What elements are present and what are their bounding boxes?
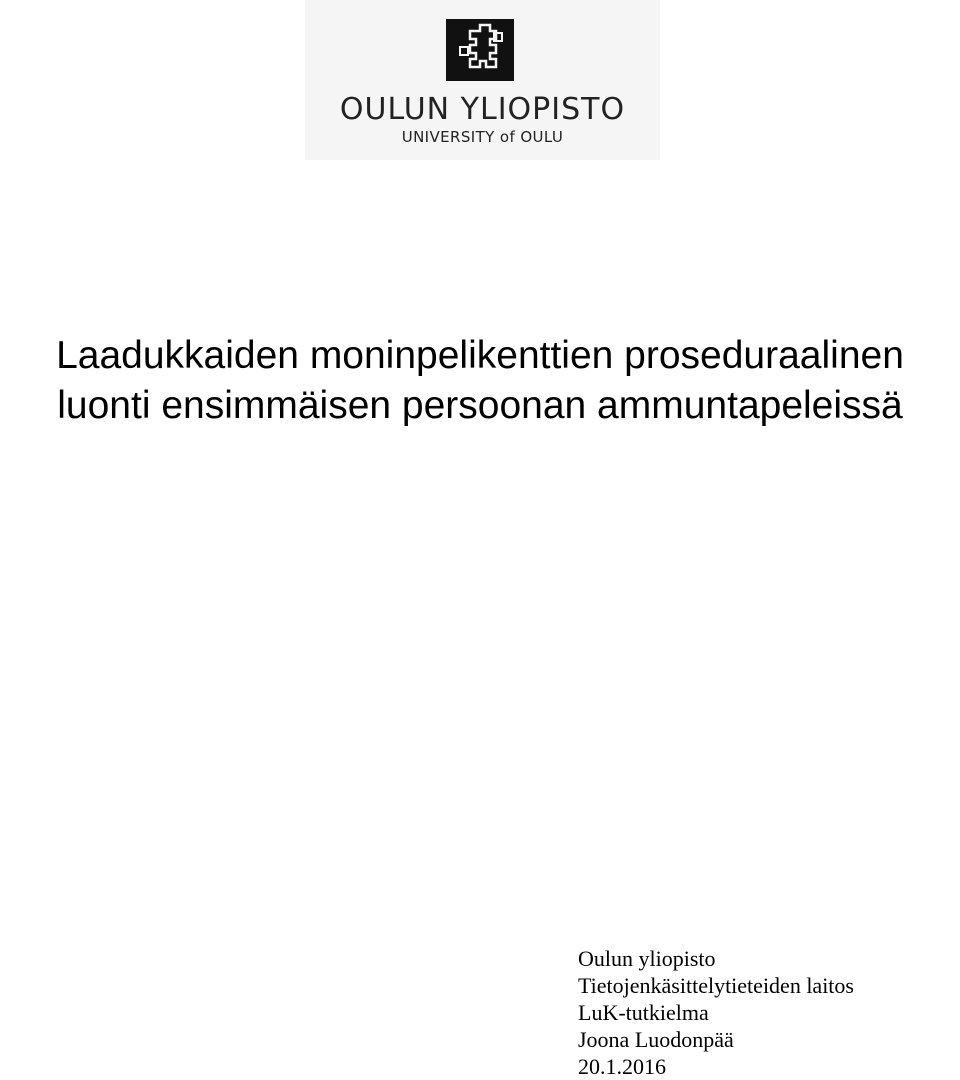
logo-name: OULUN YLIOPISTO: [339, 92, 626, 127]
thesis-date: 20.1.2016: [578, 1054, 666, 1079]
university-crest-icon: [446, 19, 514, 81]
thesis-title: [0, 331, 960, 431]
thesis-title-line-2: luonti ensimmäisen persoonan ammuntapeleissä: [57, 384, 903, 427]
university-logo: [305, 0, 660, 160]
author-name: Joona Luodonpää: [578, 1027, 734, 1052]
logo-subname: UNIVERSITY of OULU: [401, 128, 564, 146]
university-name: Oulun yliopisto: [578, 946, 716, 971]
thesis-type: LuK-tutkielma: [578, 1000, 709, 1025]
thesis-meta: [578, 945, 854, 1080]
department-name: Tietojenkäsittelytieteiden laitos: [578, 973, 854, 998]
thesis-title-line-1: Laadukkaiden moninpelikenttien proseduraalinen: [56, 334, 904, 377]
